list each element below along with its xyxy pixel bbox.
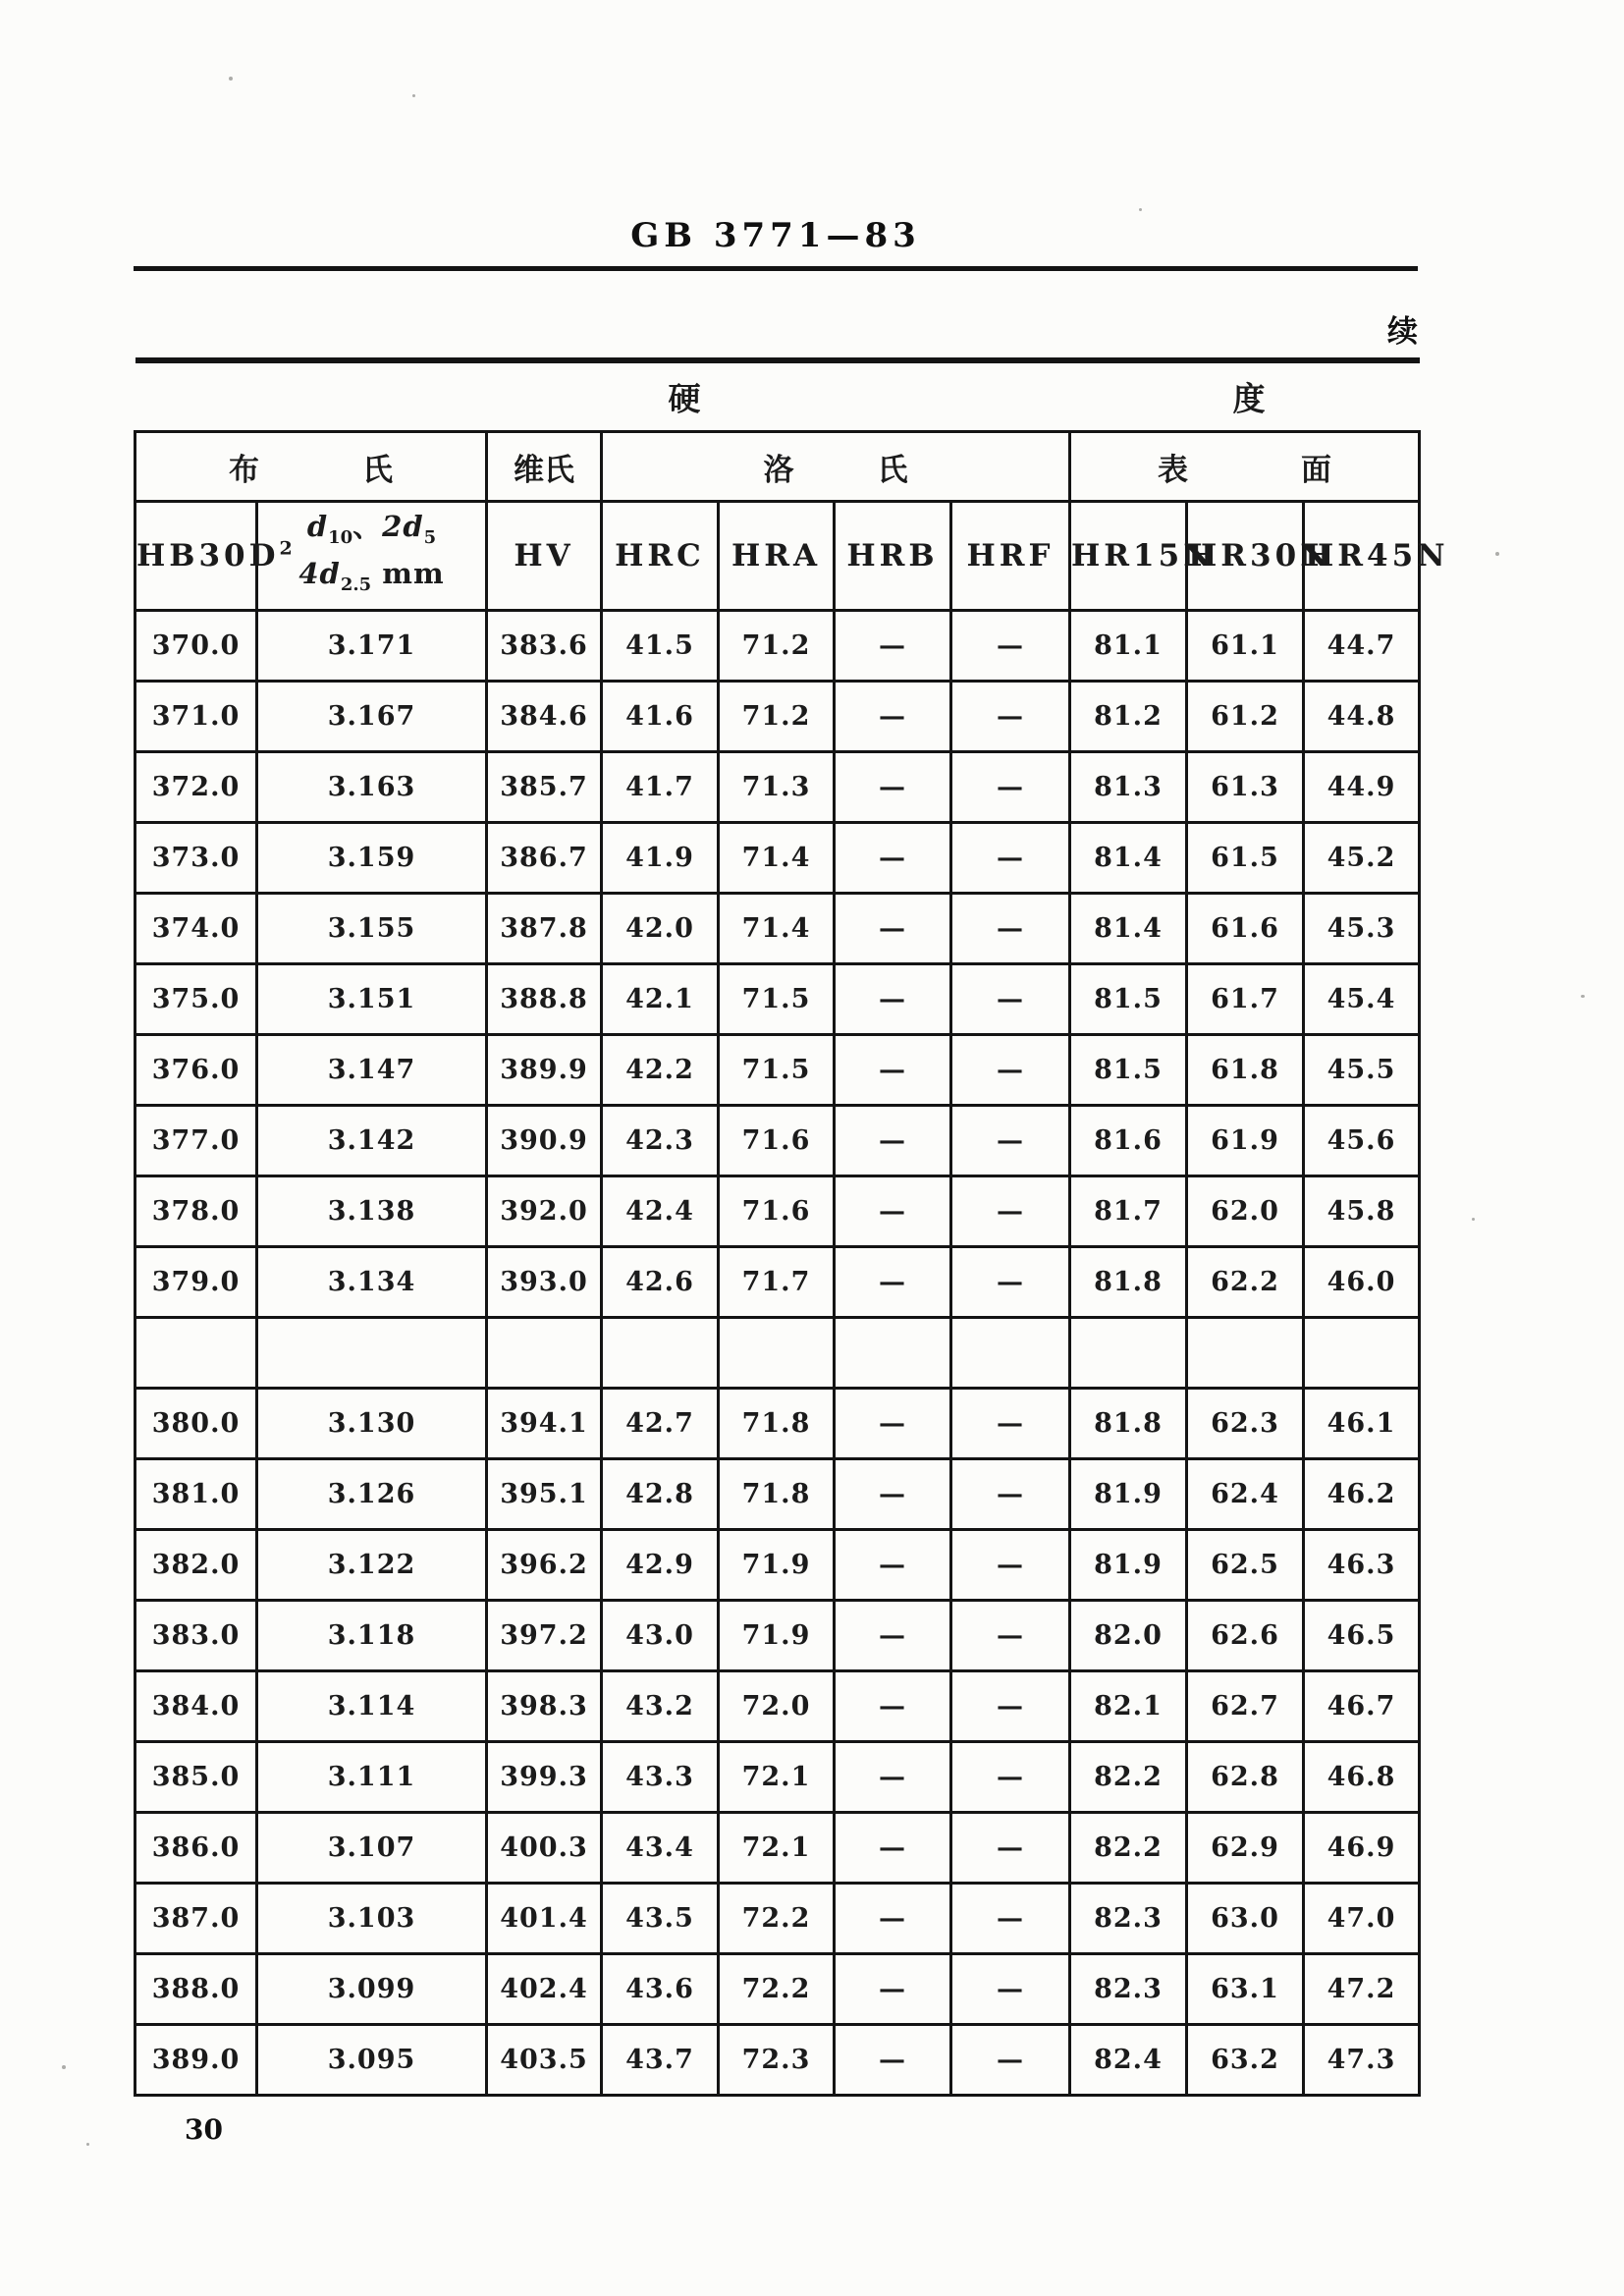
scan-speck	[1472, 1218, 1475, 1221]
table-cell: 42.6	[602, 1247, 719, 1318]
table-cell: 43.5	[602, 1884, 719, 1954]
table-cell: —	[835, 894, 951, 964]
table-cell: 41.5	[602, 611, 719, 682]
group-label: 布	[229, 452, 259, 488]
table-cell: 386.0	[135, 1813, 257, 1884]
table-cell: 63.2	[1187, 2025, 1304, 2096]
table-cell: 61.2	[1187, 682, 1304, 752]
table-cell: 42.4	[602, 1176, 719, 1247]
table-cell: 380.0	[135, 1389, 257, 1459]
table-cell: 71.6	[719, 1106, 835, 1176]
table-cell: 45.2	[1304, 823, 1420, 894]
table-cell	[1070, 1318, 1187, 1389]
hardness-conversion-table	[134, 357, 1449, 2097]
table-row	[135, 611, 1420, 682]
table-cell: 81.8	[1070, 1389, 1187, 1459]
table-row	[135, 1106, 1420, 1176]
table-cell: 398.3	[487, 1671, 602, 1742]
group-label: 洛	[763, 452, 794, 488]
table-cell: 71.5	[719, 1035, 835, 1106]
table-cell: 3.138	[257, 1176, 487, 1247]
table-cell	[1304, 1318, 1420, 1389]
table-cell: 41.9	[602, 823, 719, 894]
table-cell: 385.7	[487, 752, 602, 823]
table-cell: 71.2	[719, 682, 835, 752]
scan-speck	[412, 94, 415, 97]
table-cell: 72.3	[719, 2025, 835, 2096]
table-cell: 394.1	[487, 1389, 602, 1459]
table-cell: 3.167	[257, 682, 487, 752]
group-surface	[1070, 432, 1420, 502]
table-cell: 45.4	[1304, 964, 1420, 1035]
table-row	[135, 1813, 1420, 1884]
table-cell: 45.5	[1304, 1035, 1420, 1106]
table-cell: —	[835, 1671, 951, 1742]
table-row	[135, 1671, 1420, 1742]
table-cell: 392.0	[487, 1176, 602, 1247]
table-cell: —	[951, 1954, 1070, 2025]
table-cell: —	[951, 1671, 1070, 1742]
table-cell: 393.0	[487, 1247, 602, 1318]
table-cell: 62.9	[1187, 1813, 1304, 1884]
table-cell: 72.2	[719, 1884, 835, 1954]
group-label: 氏	[877, 452, 908, 488]
table-row	[135, 682, 1420, 752]
table-cell: 42.9	[602, 1530, 719, 1601]
table-cell: —	[835, 2025, 951, 2096]
table-cell: 82.2	[1070, 1813, 1187, 1884]
table-body	[135, 611, 1420, 2096]
table-cell: 372.0	[135, 752, 257, 823]
table-cell: —	[835, 1035, 951, 1106]
table-row	[135, 894, 1420, 964]
table-row	[135, 1601, 1420, 1671]
table-cell: —	[835, 1530, 951, 1601]
table-cell: —	[951, 823, 1070, 894]
table-cell: 82.4	[1070, 2025, 1187, 2096]
table-cell: 46.1	[1304, 1389, 1420, 1459]
table-cell: 3.103	[257, 1884, 487, 1954]
scan-speck	[1581, 995, 1585, 998]
group-rockwell	[602, 432, 1070, 502]
table-cell: 45.3	[1304, 894, 1420, 964]
table-cell: 384.0	[135, 1671, 257, 1742]
table-cell: 61.3	[1187, 752, 1304, 823]
table-cell: 403.5	[487, 2025, 602, 2096]
table-cell: 82.1	[1070, 1671, 1187, 1742]
table-cell: 389.0	[135, 2025, 257, 2096]
table-cell: —	[951, 1742, 1070, 1813]
table-cell	[257, 1318, 487, 1389]
table-cell: 61.8	[1187, 1035, 1304, 1106]
table-cell: —	[835, 1247, 951, 1318]
table-row	[135, 752, 1420, 823]
scan-speck	[229, 77, 233, 81]
table-cell: 397.2	[487, 1601, 602, 1671]
table-cell: 81.9	[1070, 1530, 1187, 1601]
table-cell: 45.6	[1304, 1106, 1420, 1176]
table-cell: 61.6	[1187, 894, 1304, 964]
table-cell: 386.7	[487, 823, 602, 894]
table-cell: 43.2	[602, 1671, 719, 1742]
table-cell: 46.0	[1304, 1247, 1420, 1318]
table-cell: 71.7	[719, 1247, 835, 1318]
table-row	[135, 1459, 1420, 1530]
table-cell: 61.5	[1187, 823, 1304, 894]
table-cell: 81.7	[1070, 1176, 1187, 1247]
col-header-hr15n: HR15N	[1070, 502, 1187, 611]
column-header-row	[135, 502, 1420, 611]
table-cell: 400.3	[487, 1813, 602, 1884]
table-cell: 3.142	[257, 1106, 487, 1176]
table-cell: 382.0	[135, 1530, 257, 1601]
table-cell: 42.0	[602, 894, 719, 964]
table-cell: 62.8	[1187, 1742, 1304, 1813]
table-cell: 390.9	[487, 1106, 602, 1176]
table-cell: 71.9	[719, 1601, 835, 1671]
d-header-line1: $d_{10}$、$2d_5$	[306, 510, 437, 548]
table-cell	[835, 1318, 951, 1389]
table-cell: 71.8	[719, 1459, 835, 1530]
table-cell: 387.0	[135, 1884, 257, 1954]
col-header-hrb: HRB	[835, 502, 951, 611]
table-cell: 3.107	[257, 1813, 487, 1884]
table-cell: —	[951, 894, 1070, 964]
table-cell: 81.3	[1070, 752, 1187, 823]
table-cell: 43.7	[602, 2025, 719, 2096]
table-cell: 62.3	[1187, 1389, 1304, 1459]
table-cell: 62.2	[1187, 1247, 1304, 1318]
table-row	[135, 1247, 1420, 1318]
table-cell: 63.1	[1187, 1954, 1304, 2025]
table-cell: 46.8	[1304, 1742, 1420, 1813]
table-cell: 43.6	[602, 1954, 719, 2025]
table-cell: 378.0	[135, 1176, 257, 1247]
table-cell: —	[951, 682, 1070, 752]
table-cell: 396.2	[487, 1530, 602, 1601]
table-cell: 389.9	[487, 1035, 602, 1106]
table-cell: —	[835, 823, 951, 894]
table-cell: 81.2	[1070, 682, 1187, 752]
table-cell	[1187, 1318, 1304, 1389]
table-cell: 71.5	[719, 964, 835, 1035]
table-cell: —	[835, 1954, 951, 2025]
spanning-header-cell	[135, 360, 1420, 432]
table-cell: 385.0	[135, 1742, 257, 1813]
table-cell: 44.9	[1304, 752, 1420, 823]
table-cell: 41.6	[602, 682, 719, 752]
table-cell: 71.3	[719, 752, 835, 823]
table-cell: —	[951, 1106, 1070, 1176]
table-cell: —	[951, 1884, 1070, 1954]
table-cell: —	[951, 1813, 1070, 1884]
table-cell: 42.2	[602, 1035, 719, 1106]
table-cell: 399.3	[487, 1742, 602, 1813]
table-cell	[602, 1318, 719, 1389]
group-label: 氏	[362, 452, 393, 488]
table-cell: —	[951, 1176, 1070, 1247]
table-row	[135, 1530, 1420, 1601]
table-cell: 41.7	[602, 752, 719, 823]
table-cell: 81.5	[1070, 964, 1187, 1035]
table-cell: —	[951, 611, 1070, 682]
table-cell: 81.4	[1070, 823, 1187, 894]
table-cell: 3.111	[257, 1742, 487, 1813]
table-cell: 71.4	[719, 894, 835, 964]
table-cell	[487, 1318, 602, 1389]
table-cell: 42.7	[602, 1389, 719, 1459]
table-cell: 387.8	[487, 894, 602, 964]
table-row	[135, 1954, 1420, 2025]
col-header-hr30n: HR30N	[1187, 502, 1304, 611]
table-cell: 62.0	[1187, 1176, 1304, 1247]
table-row	[135, 1884, 1420, 1954]
table-cell: —	[951, 1601, 1070, 1671]
table-cell: 82.3	[1070, 1884, 1187, 1954]
table-cell: 3.122	[257, 1530, 487, 1601]
group-label: 表	[1158, 452, 1188, 488]
table-cell: 370.0	[135, 611, 257, 682]
scan-speck	[86, 2143, 89, 2146]
group-brinell	[135, 432, 487, 502]
table-cell: 42.3	[602, 1106, 719, 1176]
table-cell: 377.0	[135, 1106, 257, 1176]
scan-speck	[62, 2065, 66, 2069]
scale-group-row	[135, 432, 1420, 502]
table-cell: 72.1	[719, 1742, 835, 1813]
table-cell: 43.4	[602, 1813, 719, 1884]
d-header-line2: $4d_{2.5}$ mm	[298, 557, 445, 595]
col-header-hrc: HRC	[602, 502, 719, 611]
table-cell: 47.2	[1304, 1954, 1420, 2025]
table-cell: —	[951, 1530, 1070, 1601]
table-cell: 371.0	[135, 682, 257, 752]
table-cell: 71.8	[719, 1389, 835, 1459]
table-cell: 47.3	[1304, 2025, 1420, 2096]
col-header-hrf: HRF	[951, 502, 1070, 611]
table-cell: —	[835, 682, 951, 752]
table-cell: 388.0	[135, 1954, 257, 2025]
table-cell: 71.4	[719, 823, 835, 894]
table-cell: 47.0	[1304, 1884, 1420, 1954]
table-cell: —	[835, 752, 951, 823]
table-cell: 46.2	[1304, 1459, 1420, 1530]
table-cell: 3.099	[257, 1954, 487, 2025]
table-cell: —	[951, 1035, 1070, 1106]
table-cell: 81.8	[1070, 1247, 1187, 1318]
table-cell: 71.9	[719, 1530, 835, 1601]
group-vickers	[487, 432, 602, 502]
continued-label: 续	[1387, 314, 1418, 350]
table-cell: 61.1	[1187, 611, 1304, 682]
table-cell: 3.114	[257, 1671, 487, 1742]
table-cell: 384.6	[487, 682, 602, 752]
scan-speck	[1495, 552, 1499, 556]
col-header-hv: HV	[487, 502, 602, 611]
table-cell: 374.0	[135, 894, 257, 964]
table-cell: 46.7	[1304, 1671, 1420, 1742]
table-row	[135, 1389, 1420, 1459]
table-cell: 45.8	[1304, 1176, 1420, 1247]
col-header-hr45n: HR45N	[1304, 502, 1420, 611]
table-cell: —	[835, 1884, 951, 1954]
table-cell: 3.126	[257, 1459, 487, 1530]
table-cell: 381.0	[135, 1459, 257, 1530]
table-cell: 46.9	[1304, 1813, 1420, 1884]
top-rule	[134, 266, 1418, 271]
table-cell: —	[951, 2025, 1070, 2096]
table-cell: 81.1	[1070, 611, 1187, 682]
table-cell: 3.134	[257, 1247, 487, 1318]
group-label: 面	[1301, 452, 1331, 488]
table-cell: 81.6	[1070, 1106, 1187, 1176]
table-cell: 63.0	[1187, 1884, 1304, 1954]
table-cell: 46.5	[1304, 1601, 1420, 1671]
table-cell: 71.6	[719, 1176, 835, 1247]
table-cell: —	[835, 1389, 951, 1459]
table-cell: —	[951, 964, 1070, 1035]
table-cell: 3.151	[257, 964, 487, 1035]
table-cell: 44.7	[1304, 611, 1420, 682]
table-cell: 82.0	[1070, 1601, 1187, 1671]
table-cell: 395.1	[487, 1459, 602, 1530]
table-cell: 379.0	[135, 1247, 257, 1318]
group-label: 维氏	[514, 452, 574, 488]
table-cell: 376.0	[135, 1035, 257, 1106]
table-cell: 43.0	[602, 1601, 719, 1671]
table-row	[135, 823, 1420, 894]
table-cell: 3.118	[257, 1601, 487, 1671]
table-cell: 373.0	[135, 823, 257, 894]
table-row	[135, 1035, 1420, 1106]
table-cell: 3.095	[257, 2025, 487, 2096]
table-cell: 82.2	[1070, 1742, 1187, 1813]
table-cell: 3.155	[257, 894, 487, 964]
col-header-hra: HRA	[719, 502, 835, 611]
table-cell: 402.4	[487, 1954, 602, 2025]
table-cell: 375.0	[135, 964, 257, 1035]
hardness-char-right: 度	[1232, 379, 1266, 418]
spanning-header-row	[135, 360, 1420, 432]
table-cell: 62.4	[1187, 1459, 1304, 1530]
table-cell: —	[835, 1176, 951, 1247]
table-cell: 3.159	[257, 823, 487, 894]
table-cell: —	[835, 1601, 951, 1671]
scan-speck	[1139, 208, 1142, 211]
table-row	[135, 1742, 1420, 1813]
table-cell: 71.2	[719, 611, 835, 682]
table-cell: 43.3	[602, 1742, 719, 1813]
table-cell: 42.1	[602, 964, 719, 1035]
table-cell: —	[951, 1389, 1070, 1459]
table-cell: 383.6	[487, 611, 602, 682]
table-cell: —	[835, 964, 951, 1035]
table-cell: 72.2	[719, 1954, 835, 2025]
table-cell: 62.6	[1187, 1601, 1304, 1671]
table-cell: 72.0	[719, 1671, 835, 1742]
table-cell: 81.9	[1070, 1459, 1187, 1530]
table-cell: 388.8	[487, 964, 602, 1035]
table-cell: —	[835, 1106, 951, 1176]
table-cell: 81.4	[1070, 894, 1187, 964]
table-cell: 46.3	[1304, 1530, 1420, 1601]
table-cell: —	[951, 1247, 1070, 1318]
table-cell: 62.5	[1187, 1530, 1304, 1601]
table-cell: 3.130	[257, 1389, 487, 1459]
col-header-hb30d2: $HB30D^2$	[135, 502, 257, 611]
table-cell: 62.7	[1187, 1671, 1304, 1742]
table-cell: 72.1	[719, 1813, 835, 1884]
separator-row	[135, 1318, 1420, 1389]
table-cell: 82.3	[1070, 1954, 1187, 2025]
table-cell: 81.5	[1070, 1035, 1187, 1106]
table-cell: —	[835, 1813, 951, 1884]
table-cell: —	[951, 1459, 1070, 1530]
table-cell: 401.4	[487, 1884, 602, 1954]
table-cell: —	[835, 1459, 951, 1530]
table-cell: 3.171	[257, 611, 487, 682]
table-cell: —	[835, 1742, 951, 1813]
table-cell	[719, 1318, 835, 1389]
table-cell: 383.0	[135, 1601, 257, 1671]
standard-code-title: GB 3771—83	[630, 216, 921, 255]
table-cell	[135, 1318, 257, 1389]
table-cell	[951, 1318, 1070, 1389]
table-row	[135, 964, 1420, 1035]
hardness-char-left: 硬	[668, 379, 701, 418]
table-cell: —	[951, 752, 1070, 823]
table-row	[135, 1176, 1420, 1247]
table-row	[135, 2025, 1420, 2096]
table-cell: 61.7	[1187, 964, 1304, 1035]
table-cell: 3.147	[257, 1035, 487, 1106]
table-cell: —	[835, 611, 951, 682]
page-number: 30	[185, 2113, 223, 2146]
table-cell: 3.163	[257, 752, 487, 823]
table-cell: 44.8	[1304, 682, 1420, 752]
table-cell: 42.8	[602, 1459, 719, 1530]
table-cell: 61.9	[1187, 1106, 1304, 1176]
